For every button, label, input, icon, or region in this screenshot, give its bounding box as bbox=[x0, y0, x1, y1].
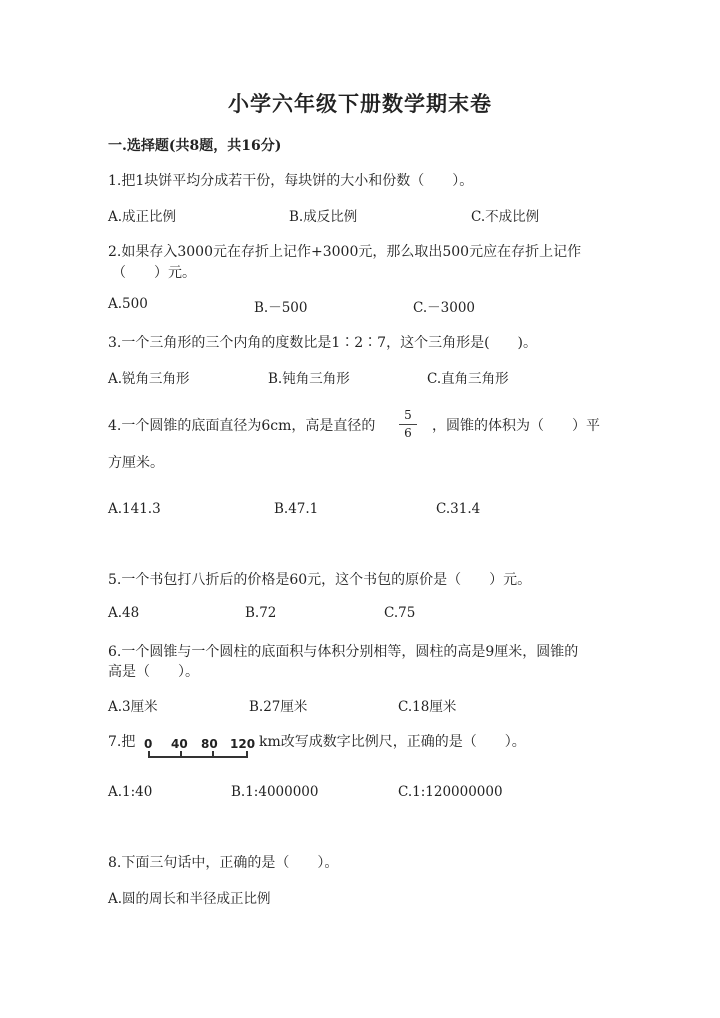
fraction-bar bbox=[399, 424, 417, 425]
fraction-five-sixths bbox=[399, 408, 417, 441]
scale-label-120: 120 bbox=[230, 737, 256, 751]
question-4-part-2: ，圆锥的体积为（ ）平 bbox=[432, 418, 600, 434]
q5-option-b[interactable]: B.72 bbox=[245, 605, 277, 621]
question-4-part-1: 4.一个圆锥的底面直径为6cm，高是直径的 bbox=[108, 418, 376, 434]
scale-label-80: 80 bbox=[201, 737, 218, 751]
q5-option-a[interactable]: A.48 bbox=[108, 605, 140, 621]
q6-option-a[interactable]: A.3厘米 bbox=[108, 699, 158, 715]
scale-tick bbox=[180, 751, 182, 758]
q1-option-b[interactable]: B.成反比例 bbox=[289, 209, 358, 225]
q7-option-c[interactable]: C.1:120000000 bbox=[398, 784, 503, 800]
q7-option-b[interactable]: B.1:4000000 bbox=[231, 784, 319, 800]
q1-option-c[interactable]: C.不成比例 bbox=[471, 209, 540, 225]
q2-option-c[interactable]: C.－3000 bbox=[413, 300, 475, 316]
page-title: 小学六年级下册数学期末卷 bbox=[228, 91, 492, 116]
question-8: 8.下面三句话中，正确的是（ ）。 bbox=[108, 855, 339, 871]
q3-option-c[interactable]: C.直角三角形 bbox=[427, 371, 509, 387]
question-6-line-1: 6.一个圆锥与一个圆柱的底面积与体积分别相等，圆柱的高是9厘米，圆锥的 bbox=[108, 644, 579, 660]
q4-option-c[interactable]: C.31.4 bbox=[436, 501, 481, 517]
scale-label-40: 40 bbox=[171, 737, 188, 751]
question-1: 1.把1块饼平均分成若干份，每块饼的大小和份数（ ）。 bbox=[108, 173, 474, 189]
question-2-line-2: （ ）元。 bbox=[112, 265, 196, 281]
scale-tick bbox=[212, 751, 214, 758]
section-heading: 一.选择题(共8题，共16分) bbox=[108, 138, 282, 154]
q8-option-a[interactable]: A.圆的周长和半径成正比例 bbox=[108, 891, 271, 907]
q4-option-a[interactable]: A.141.3 bbox=[108, 501, 161, 517]
q5-option-c[interactable]: C.75 bbox=[384, 605, 416, 621]
scale-line bbox=[148, 756, 248, 758]
fraction-denominator: 6 bbox=[404, 426, 412, 440]
question-6-line-2: 高是（ ）。 bbox=[108, 664, 199, 680]
fraction-numerator: 5 bbox=[404, 408, 412, 422]
question-4-line-2: 方厘米。 bbox=[108, 455, 164, 471]
q7-option-a[interactable]: A.1:40 bbox=[108, 784, 153, 800]
q4-option-b[interactable]: B.47.1 bbox=[274, 501, 319, 517]
q6-option-b[interactable]: B.27厘米 bbox=[249, 699, 308, 715]
question-5: 5.一个书包打八折后的价格是60元，这个书包的原价是（ ）元。 bbox=[108, 572, 532, 588]
q3-option-b[interactable]: B.钝角三角形 bbox=[268, 371, 350, 387]
question-7-suffix: km改写成数字比例尺，正确的是（ ）。 bbox=[259, 734, 526, 750]
q2-option-b[interactable]: B.－500 bbox=[254, 300, 308, 316]
q6-option-c[interactable]: C.18厘米 bbox=[398, 699, 457, 715]
line-scale-bar bbox=[140, 737, 260, 763]
q3-option-a[interactable]: A.锐角三角形 bbox=[108, 371, 190, 387]
q1-option-a[interactable]: A.成正比例 bbox=[108, 209, 177, 225]
question-3: 3.一个三角形的三个内角的度数比是1∶2∶7，这个三角形是( )。 bbox=[108, 335, 538, 351]
question-7-prefix: 7.把 bbox=[108, 734, 136, 750]
q2-option-a[interactable]: A.500 bbox=[108, 296, 148, 312]
scale-tick bbox=[246, 751, 248, 758]
scale-label-0: 0 bbox=[144, 737, 153, 751]
question-2-line-1: 2.如果存入3000元在存折上记作+3000元，那么取出500元应在存折上记作 bbox=[108, 244, 582, 260]
scale-tick bbox=[148, 751, 150, 758]
